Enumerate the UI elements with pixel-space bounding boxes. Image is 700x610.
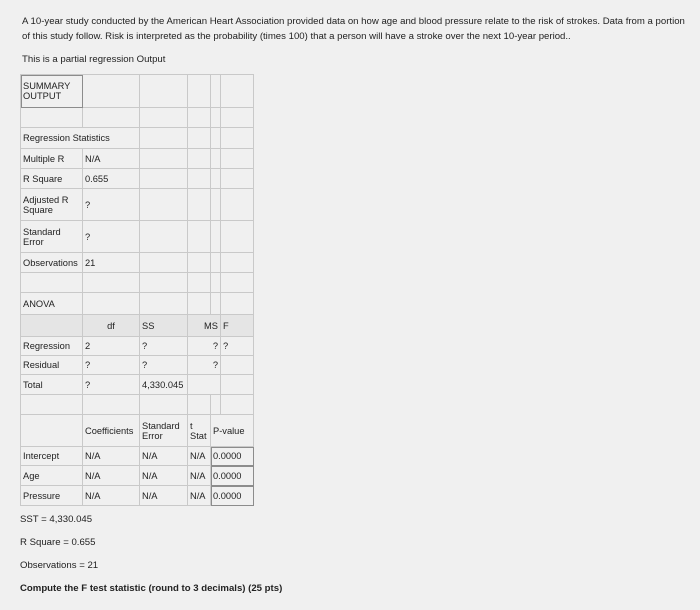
anova-header-ms: MS bbox=[188, 315, 221, 337]
sst-note: SST = 4,330.045 bbox=[20, 514, 93, 525]
summary-output-title: SUMMARY OUTPUT bbox=[21, 75, 83, 108]
anova-title-row bbox=[21, 293, 254, 315]
coef-value: N/A bbox=[83, 447, 140, 466]
table-row bbox=[21, 447, 254, 466]
coef-header-coefficients: Coefficients bbox=[83, 415, 140, 447]
table-row bbox=[21, 221, 254, 253]
stat-label: Adjusted R Square bbox=[21, 189, 83, 221]
stat-label: Multiple R bbox=[21, 149, 83, 169]
anova-label: Total bbox=[21, 375, 83, 395]
coef-t: N/A bbox=[188, 466, 211, 486]
coef-label: Intercept bbox=[21, 447, 83, 466]
table-row bbox=[21, 169, 254, 189]
regression-statistics-title: Regression Statistics bbox=[21, 128, 140, 149]
table-row bbox=[21, 486, 254, 506]
coef-header-t-stat: t Stat bbox=[188, 415, 211, 447]
stat-label: R Square bbox=[21, 169, 83, 189]
anova-ss: ? bbox=[140, 337, 188, 356]
stat-value: ? bbox=[83, 221, 140, 253]
anova-label: Residual bbox=[21, 356, 83, 375]
regression-output-table bbox=[20, 74, 254, 506]
anova-df: 2 bbox=[83, 337, 140, 356]
r-square-note: R Square = 0.655 bbox=[20, 537, 96, 548]
coef-t: N/A bbox=[188, 447, 211, 466]
anova-ss: 4,330.045 bbox=[140, 375, 188, 395]
anova-title: ANOVA bbox=[21, 293, 83, 315]
table-row bbox=[21, 253, 254, 273]
stat-value: ? bbox=[83, 189, 140, 221]
anova-ss: ? bbox=[140, 356, 188, 375]
coef-value: N/A bbox=[83, 466, 140, 486]
anova-header-f: F bbox=[221, 315, 254, 337]
stat-value: 21 bbox=[83, 253, 140, 273]
coef-header-p-value: P-value bbox=[211, 415, 254, 447]
summary-title-row bbox=[21, 75, 254, 108]
intro-paragraph: A 10-year study conducted by the American Heart Association provided data on how age and blood pressure relate to the risk of strokes. Data from a portion of this study follow. Risk is interpreted as the probability (times 100) that a person will have a stroke over the next 10-year period.. bbox=[22, 16, 685, 42]
coef-se: N/A bbox=[140, 447, 188, 466]
table-row bbox=[21, 337, 254, 356]
coef-p: 0.0000 bbox=[211, 486, 254, 506]
anova-ms: ? bbox=[188, 356, 221, 375]
table-row bbox=[21, 375, 254, 395]
table-row bbox=[21, 356, 254, 375]
stat-value: N/A bbox=[83, 149, 140, 169]
coef-se: N/A bbox=[140, 486, 188, 506]
anova-label: Regression bbox=[21, 337, 83, 356]
subheading: This is a partial regression Output bbox=[22, 54, 166, 65]
coef-header-std-error: Standard Error bbox=[140, 415, 188, 447]
anova-f: ? bbox=[221, 337, 254, 356]
stat-label: Standard Error bbox=[21, 221, 83, 253]
table-row bbox=[21, 466, 254, 486]
anova-df: ? bbox=[83, 356, 140, 375]
table-row bbox=[21, 149, 254, 169]
stat-label: Observations bbox=[21, 253, 83, 273]
anova-header-df: df bbox=[83, 315, 140, 337]
coef-se: N/A bbox=[140, 466, 188, 486]
regstats-title-row bbox=[21, 128, 254, 149]
coef-p: 0.0000 bbox=[211, 447, 254, 466]
anova-header-row bbox=[21, 315, 254, 337]
anova-df: ? bbox=[83, 375, 140, 395]
anova-header-ss: SS bbox=[140, 315, 188, 337]
anova-ms: ? bbox=[188, 337, 221, 356]
coef-value: N/A bbox=[83, 486, 140, 506]
question-text: Compute the F test statistic (round to 3 decimals) (25 pts) bbox=[20, 583, 283, 594]
stat-value: 0.655 bbox=[83, 169, 140, 189]
coef-p: 0.0000 bbox=[211, 466, 254, 486]
observations-note: Observations = 21 bbox=[20, 560, 99, 571]
coef-label: Age bbox=[21, 466, 83, 486]
coef-t: N/A bbox=[188, 486, 211, 506]
coef-label: Pressure bbox=[21, 486, 83, 506]
coef-header-row bbox=[21, 415, 254, 447]
table-row bbox=[21, 189, 254, 221]
